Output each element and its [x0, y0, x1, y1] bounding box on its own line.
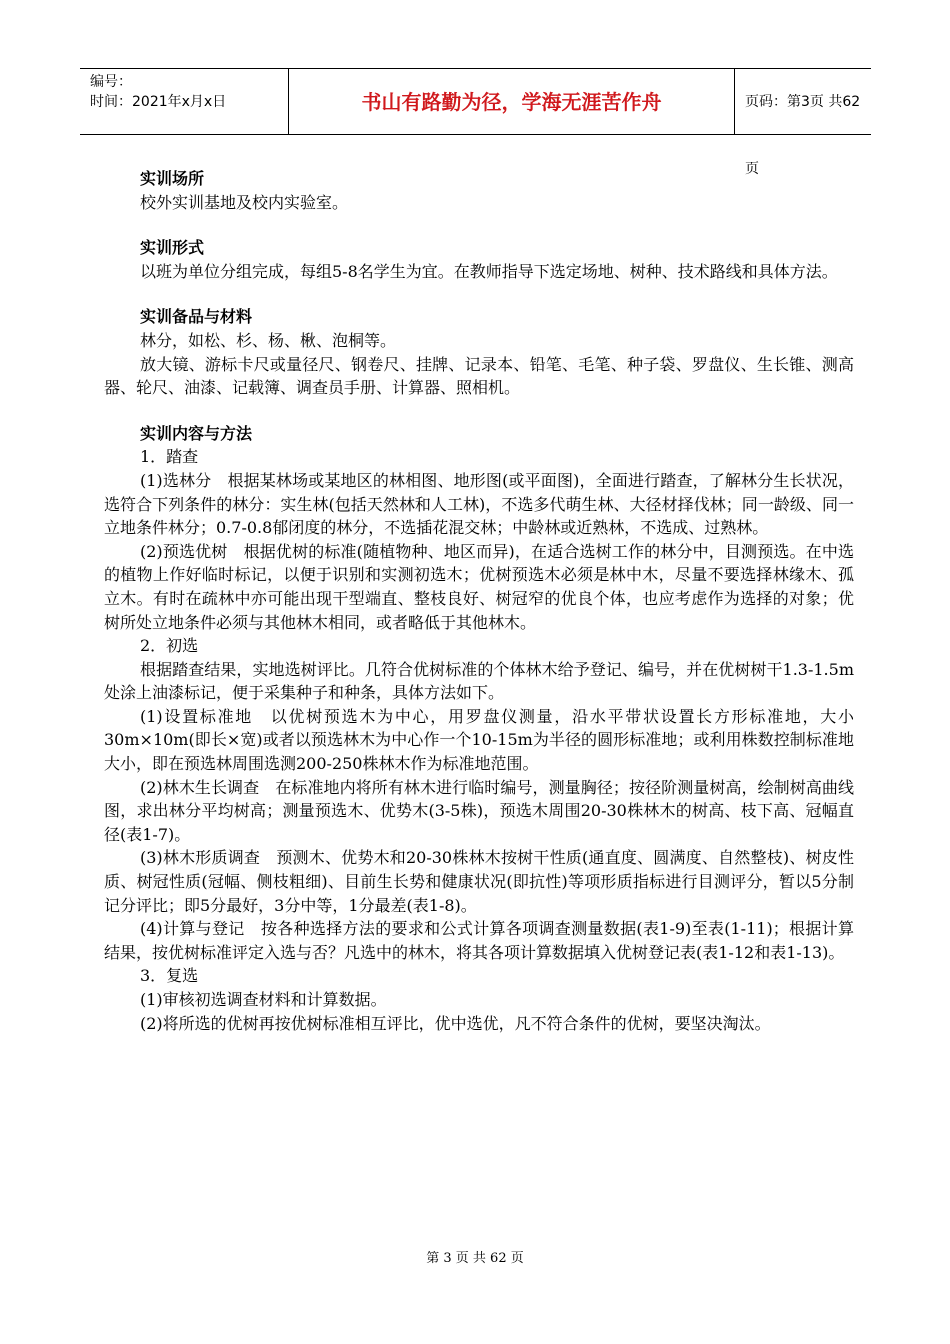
- doc-number-label: 编号：: [90, 74, 132, 90]
- header-meta: [80, 69, 289, 134]
- page-footer: 第 3 页 共 62 页: [426, 1251, 524, 1266]
- paragraph: (2)林木生长调查 在标准地内将所有林木进行临时编号，测量胸径；按径阶测量树高，绘制树高曲线图，求出林分平均树高；测量预选木、优势木(3-5株)，预选木周围20-30株林木的树高、枝下高、冠幅直径(表1-7)。: [104, 777, 854, 844]
- paragraph: (1)设置标准地 以优树预选木为中心，用罗盘仪测量，沿水平带状设置长方形标准地，大小30m×10m(即长×宽)或者以预选林木为中心作一个10-15m为半径的圆形标准地；或利用株数控制标准地大小，即在预选林周围选测200-250株林木作为标准地范围。: [104, 706, 854, 774]
- section-title-materials: 实训备品与材料: [140, 307, 253, 327]
- paragraph: 林分，如松、杉、杨、楸、泡桐等。: [140, 330, 397, 350]
- section-title-content: 实训内容与方法: [140, 423, 253, 443]
- section-title-place: 实训场所: [140, 169, 205, 188]
- paragraph: (3)林木形质调查 预测木、优势木和20-30株林木按树干性质(通直度、圆满度、自然整枝)、树皮性质、树冠性质(冠幅、侧枝粗细)、目前生长势和健康状况(即抗性)等项形质指标进行目测评分，暂以5分制记分评比；即5分最好，3分中等，1分最差(表1-8)。: [104, 848, 854, 915]
- header-page-info: 页码：第3页 共62页: [745, 94, 861, 177]
- paragraph: (1)审核初选调查材料和计算数据。: [140, 990, 387, 1009]
- header-motto: 书山有路勤为径，学海无涯苦作舟: [289, 69, 735, 134]
- paragraph: (2)预选优树 根据优树的标准(随植物种、地区而异)，在适合选树工作的林分中，目测预选。在中选的植物上作好临时标记，以便于识别和实测初选木；优树预选木必须是林中木，尽量不要选择林缘木、孤立木。有时在疏林中亦可能出现干型端直、整枝良好、树冠窄的优良个体，也应考虑作为选择的对象；优树所处立地条件必须与其他林木相同，或者略低于其他林木。: [104, 541, 854, 632]
- subsection-title: 2．初选: [140, 636, 199, 656]
- section-title-form: 实训形式: [140, 238, 205, 258]
- paragraph: (1)选林分 根据某林场或某地区的林相图、地形图(或平面图)，全面进行踏查，了解林分生长状况，选符合下列条件的林分：实生林(包括天然林和人工林)，不选多代萌生林、大径材择伐林；同一龄级、同一立地条件林分；0.7-0.8郁闭度的林分，不选插花混交林；中龄林或近熟林，不选成、过熟林。: [104, 470, 854, 538]
- paragraph: (4)计算与登记 按各种选择方法的要求和公式计算各项调查测量数据(表1-9)至表(1-11)；根据计算结果，按优树标准评定入选与否？凡选中的林木，将其各项计算数据填入优树登记表(表1-12和表1-13)。: [104, 919, 854, 962]
- subsection-title: 3．复选: [140, 966, 199, 986]
- paragraph: 以班为单位分组完成，每组5-8名学生为宜。在教师指导下选定场地、树种、技术路线和具体方法。: [140, 261, 838, 281]
- page-header: [80, 68, 871, 177]
- document-body: [104, 167, 854, 1035]
- subsection-title: 1．踏查: [140, 447, 199, 467]
- paragraph: 根据踏查结果，实地选树评比。几符合优树标准的个体林木给予登记、编号，并在优树树干1.3-1.5m处涂上油漆标记，便于采集种子和种条，具体方法如下。: [104, 659, 854, 703]
- paragraph: 放大镜、游标卡尺或量径尺、钢卷尺、挂牌、记录本、铅笔、毛笔、种子袋、罗盘仪、生长锥、测高器、轮尺、油漆、记载簿、调查员手册、计算器、照相机。: [104, 354, 854, 398]
- doc-date: 时间：2021年x月x日: [90, 94, 227, 110]
- paragraph: 校外实训基地及校内实验室。: [140, 192, 349, 212]
- paragraph: (2)将所选的优树再按优树标准相互评比，优中选优，凡不符合条件的优树，要坚决淘汰。: [140, 1013, 771, 1033]
